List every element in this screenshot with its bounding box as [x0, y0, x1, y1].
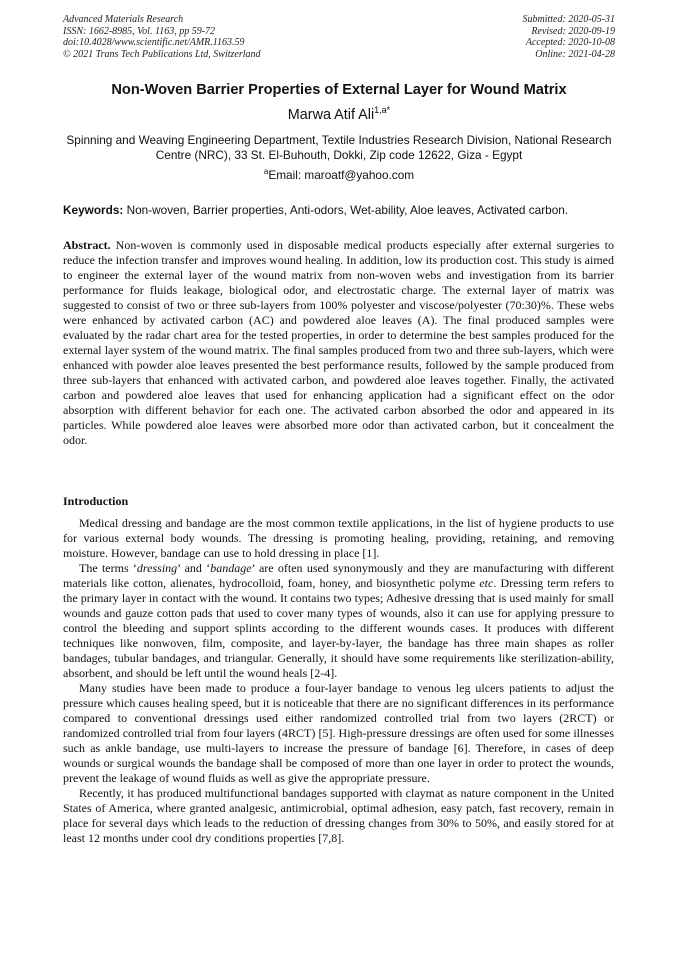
section-heading-introduction: Introduction	[63, 494, 129, 508]
intro-paragraph-2	[63, 561, 614, 681]
email-superscript: a	[263, 167, 269, 176]
keywords-label: Keywords:	[63, 203, 124, 217]
email-address: Email: maroatf@yahoo.com	[268, 168, 415, 182]
p2-text-1: The terms ‘	[79, 561, 137, 575]
submitted-date: Submitted: 2020-05-31	[522, 14, 615, 25]
author-superscript: 1,a*	[374, 105, 391, 115]
p2-term-dressing: dressing	[136, 561, 178, 575]
abstract	[63, 238, 614, 448]
author-name: Marwa Atif Ali	[287, 107, 375, 123]
publication-dates	[523, 14, 616, 60]
affiliation: Spinning and Weaving Engineering Department, Textile Industries Research Division, National Research Centre (NRC), 33 St. El-Buhouth, Dokki, Zip code 12622, Giza - Egypt	[66, 133, 612, 162]
p2-term-etc: etc	[479, 576, 494, 590]
abstract-label: Abstract.	[63, 238, 111, 252]
p2-text-2: ’ and ‘	[177, 561, 211, 575]
journal-info	[63, 14, 261, 60]
revised-date: Revised: 2020-09-19	[531, 25, 615, 37]
doi-line: doi:10.4028/www.scientific.net/AMR.1163.59	[63, 37, 245, 49]
keywords-text: Non-woven, Barrier properties, Anti-odors, Wet-ability, Aloe leaves, Activated carbon.	[126, 203, 569, 217]
author-line	[40, 105, 638, 123]
introduction-body	[63, 516, 614, 846]
online-date: Online: 2021-04-28	[535, 48, 615, 60]
accepted-date: Accepted: 2020-10-08	[525, 37, 615, 49]
copyright-line: © 2021 Trans Tech Publications Ltd, Switzerland	[63, 48, 261, 60]
p2-term-bandage: bandage	[210, 561, 252, 575]
p2-text-4: . Dressing term refers to the primary layer in contact with the wound. It contains two types; Adhesive dressing that is used mainly for small wounds and gauze cotton pads that used to cover many types of wounds, also it can use for applying pressure to control the bleeding and support splints according to the different wounds cases. It produces with different techniques like nonwoven, film, composite, and layer-by-layer, the bandage has three main shapes as roller bandages, tubular bandages, and triangular. Generally, it should have some requirements like sterilization-ability, absorbent, and should be left until the wound heals [2-4].	[63, 576, 615, 680]
intro-paragraph-3: Many studies have been made to produce a four-layer bandage to venous leg ulcers patients to adjust the pressure which causes healing speed, but it is noticeable that there are no significant differences in its performance compared to conventional dressings used either randomized controlled trial from two layers (2RCT) or randomized controlled trial from four layers (4RCT) [5]. High-pressure dressings are often used for some illnesses such as ankle bandage, use multi-layers to increase the pressure of bandage [6]. Therefore, in cases of deep wounds or surgical wounds the bandage shall be composed of more than one layer in order to protect the wounds, prevent the leakage of wound fluids as well as give the appropriate pressure.	[63, 681, 614, 785]
issn-line: ISSN: 1662-8985, Vol. 1163, pp 59-72	[63, 25, 216, 37]
keywords	[63, 203, 615, 217]
paper-title: Non-Woven Barrier Properties of External Layer for Wound Matrix	[111, 82, 567, 98]
journal-name: Advanced Materials Research	[63, 14, 184, 25]
intro-paragraph-4: Recently, it has produced multifunctional bandages supported with claymat as nature component in the United States of America, where granted analgesic, antimicrobial, optimal adhesion, easy patch, fast recovery, remain in place for several days which leads to the reduction of dressing changes from 30% to 50%, and easily stored for at least 12 months under cool dry conditions properties [7,8].	[63, 786, 614, 845]
p2-text-3: ’ are often used synonymously and they are manufacturing with different materials like cotton, alienates, hydrocolloid, foam, honey, and biosynthetic polyme	[63, 561, 615, 590]
intro-paragraph-1: Medical dressing and bandage are the most common textile applications, in the list of hygiene products to use for various external body wounds. The dressing is promoting healing, providing, retaining, and removing moisture. However, bandage can use to hold dressing in place [1].	[63, 516, 614, 560]
email-line	[40, 167, 638, 182]
abstract-text: Non-woven is commonly used in disposable medical products especially after external surgeries to reduce the infection transfer and improves wound healing. In addition, low its production cost. This study is aimed to engineer the external layer of the wound matrix from non-woven webs and investigation from its barrier performance for fluids leakage, biological odor, and electrostatic charge. The external layer of matrix was suggested to consist of two or three sub-layers from 100% polyester and viscose/polyester (70:30)%. These webs were enhanced by activated carbon (AC) and powdered aloe leaves (A). The final produced samples were evaluated by the radar chart area for the tested properties, in order to determine the best samples produced for the external layer system of the wound matrix. The final samples produced from two and three sub-layers, which were enhanced with powder aloe leaves presented the best performance results, followed by the sample produced from three sub-layers that enhanced with activated carbon, and powdered aloe leaves together. Finally, the activated carbon and powdered aloe leaves that used for enhancing application had a significant effect on the odor absorption with different behavior for each one. The activated carbon absorbed the odor and appeared in its particles. While powdered aloe leaves were absorbed more odor than activated carbon, but it concealment the odor.	[63, 238, 615, 447]
